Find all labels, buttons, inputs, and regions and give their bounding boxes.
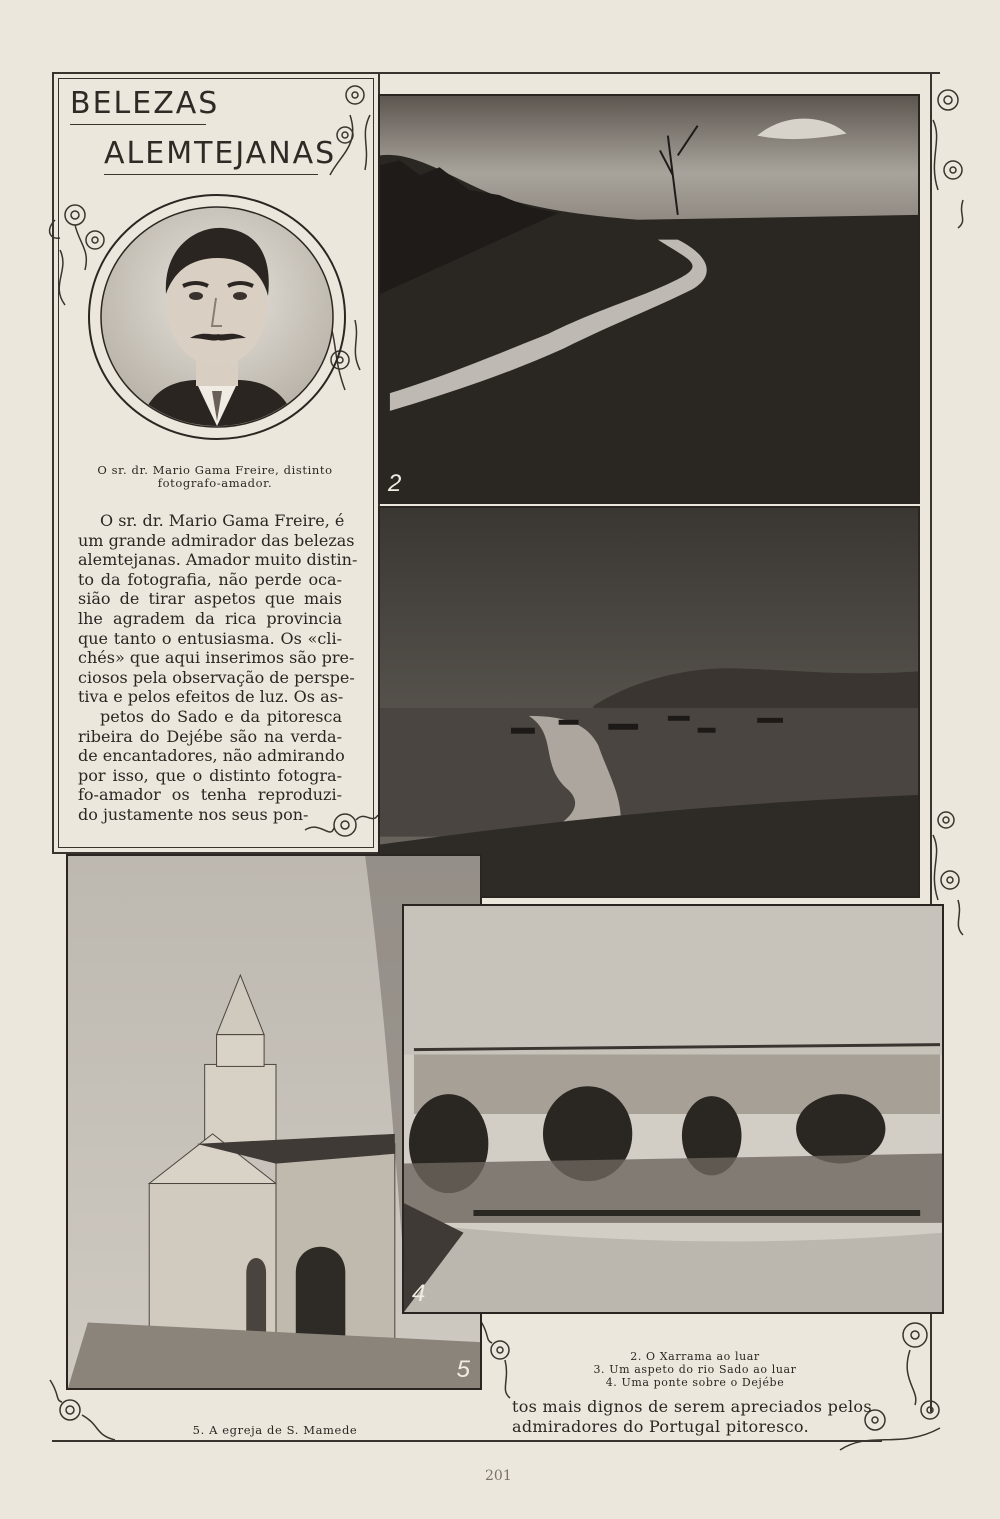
photo-number-4: 4 <box>412 1280 426 1307</box>
photos-group-caption <box>560 1350 830 1389</box>
article-continuation-line1: tos mais dignos de serem apreciados pelos <box>512 1397 872 1416</box>
article-continuation-line2: admiradores do Portugal pitoresco. <box>512 1417 809 1436</box>
article-line: alemtejanas. Amador muito distin- <box>78 550 358 570</box>
article-line: lhe agradem da rica provincia <box>78 608 342 628</box>
portrait-caption-line1: O sr. dr. Mario Gama Freire, distinto <box>97 463 333 477</box>
article-line: ribeira do Dejébe são na verda- <box>78 726 342 746</box>
caption-line: 4. Uma ponte sobre o Dejébe <box>605 1376 785 1389</box>
article-line: O sr. dr. Mario Gama Freire, é <box>100 511 345 530</box>
page-number: 201 <box>485 1468 512 1484</box>
title-underline-1 <box>70 124 206 125</box>
article-line: por isso, que o distinto fotogra- <box>78 765 342 785</box>
article-body <box>78 511 358 825</box>
article-line: to da fotografia, não perde oca- <box>78 569 342 589</box>
frame-top-border <box>370 72 940 76</box>
article-line: ciosos pela observação de perspe- <box>78 667 355 687</box>
article-line: do justamente nos seus pon- <box>78 804 309 824</box>
portrait-caption-line2: fotografo-amador. <box>157 476 273 490</box>
article-line: chés» que aqui inserimos são pre- <box>78 648 355 668</box>
article-line: sião de tirar aspetos que mais <box>78 589 342 609</box>
article-line: um grande admirador das belezas <box>78 530 355 550</box>
article-line: tiva e pelos efeitos de luz. Os as- <box>78 687 344 707</box>
caption-line: 2. O Xarrama ao luar <box>630 1350 760 1363</box>
photo-number-2: 2 <box>388 470 402 497</box>
photo-number-5: 5 <box>456 1356 470 1383</box>
article-line: fo-amador os tenha reproduzi- <box>78 785 342 805</box>
caption-line: 3. Um aspeto do rio Sado ao luar <box>593 1363 797 1376</box>
photo-dejebe-bridge <box>402 904 944 1314</box>
frame-bottom-border <box>52 1440 882 1444</box>
portrait-medallion <box>78 186 356 448</box>
portrait-caption <box>70 464 360 490</box>
article-line: que tanto o entusiasma. Os «cli- <box>78 628 342 648</box>
title-underline-2 <box>104 174 318 175</box>
article-line: de encantadores, não admirando <box>78 746 345 766</box>
floral-ornament-icon <box>820 1310 960 1460</box>
photo5-caption: 5. A egreja de S. Mamede <box>192 1423 358 1437</box>
floral-ornament-icon <box>918 80 978 230</box>
photo-sado-moonlight <box>378 506 920 898</box>
page-title-line1: BELEZAS <box>70 86 220 121</box>
page-title-line2: ALEMTEJANAS <box>104 136 337 171</box>
article-line: petos do Sado e da pitoresca <box>100 706 342 726</box>
photo-xarrama-moonlight <box>378 94 920 504</box>
